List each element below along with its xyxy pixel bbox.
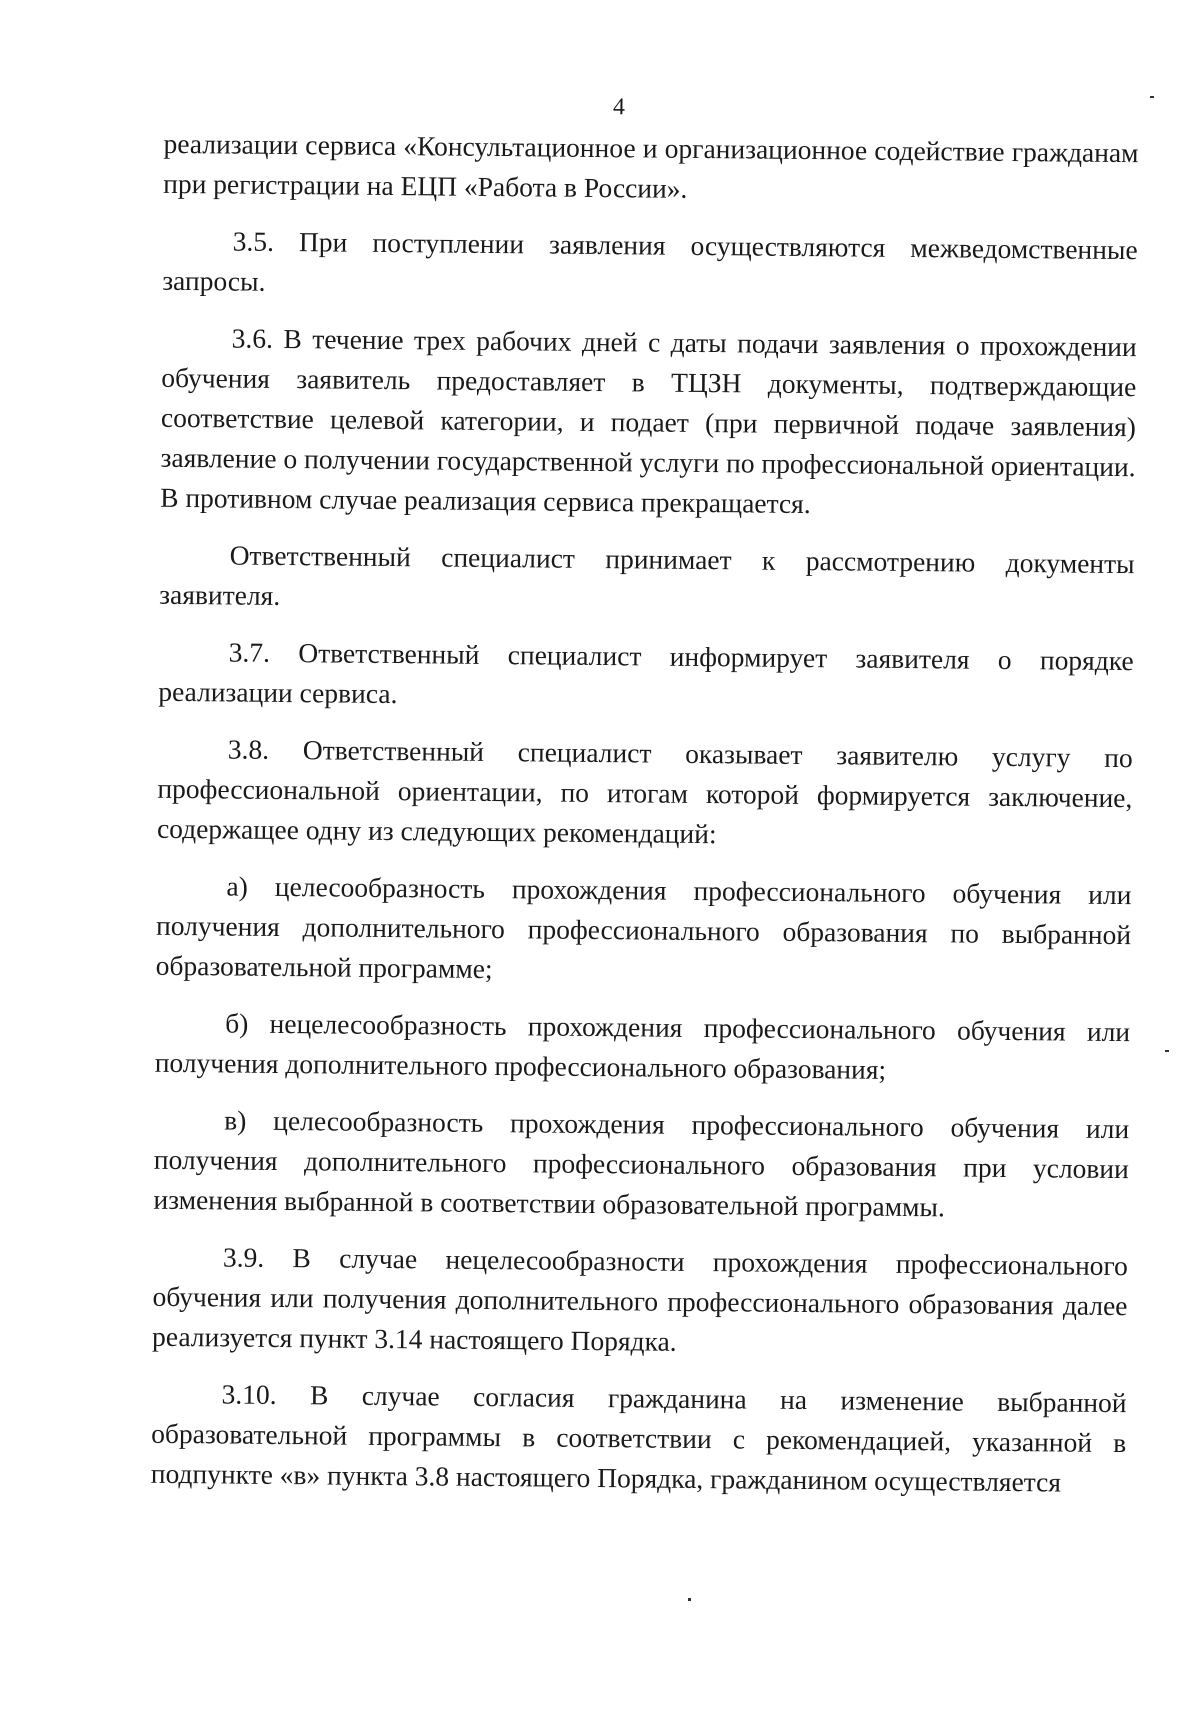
paragraph-3-5: 3.5. При поступлении заявления осуществляются межведомственные запросы.: [162, 225, 1138, 297]
scan-speck-top-right: [1150, 96, 1154, 98]
paragraph-3-10: 3.10. В случае согласия гражданина на изменение выбранной образовательной программы в соответствии с рекомендацией, указанной в подпункте «в» пункта 3.8 настоящего Порядка, гражданином осуществляется: [150, 1378, 1127, 1498]
paragraph-3-8-a: а) целесообразность прохождения профессионального обучения или получения дополнительного профессионального образования по выбранной образовательной программе;: [155, 870, 1132, 985]
paragraph-intro: реализации сервиса «Консультационное и организационное содействие гражданам при регистрации на ЕЦП «Работа в России».: [163, 127, 1139, 204]
paragraph-3-8: 3.8. Ответственный специалист оказывает заявителю услугу по профессиональной ориентации, по итогам которой формируется заключение, содержащее одну из следующих рекомендаций:: [156, 733, 1133, 850]
paragraph-3-7: 3.7. Ответственный специалист информирует заявителя о порядке реализации сервиса.: [158, 636, 1134, 710]
page-number: 4: [612, 94, 626, 121]
paragraph-3-6-responsible: Ответственный специалист принимает к рассмотрению документы заявителя.: [159, 539, 1135, 611]
paragraph-3-8-b: б) нецелесообразность прохождения профессионального обучения или получения дополнительного профессионального образования;: [154, 1007, 1131, 1085]
scan-speck-right: [1165, 1050, 1169, 1052]
scan-speck-bottom: [688, 1598, 691, 1601]
paragraph-3-8-c: в) целесообразность прохождения профессионального обучения или получения дополнительного профессионального образования при условии изменения выбранной в соответствии образовательной программы.: [153, 1104, 1130, 1223]
paragraph-3-9: 3.9. В случае нецелесообразности прохождения профессионального обучения или получения дополнительного профессионального образования далее реализуется пункт 3.14 настоящего Порядка.: [152, 1241, 1129, 1357]
paragraph-3-6: 3.6. В течение трех рабочих дней с даты подачи заявления о прохождении обучения заявитель предоставляет в ТЦЗН документы, подтверждающие соответствие целевой категории, и подает (при первичной подаче заявления) заявление о получении государственной услуги по профессиональной ориентации. В противном случае реализация сервиса прекращается.: [160, 322, 1137, 520]
